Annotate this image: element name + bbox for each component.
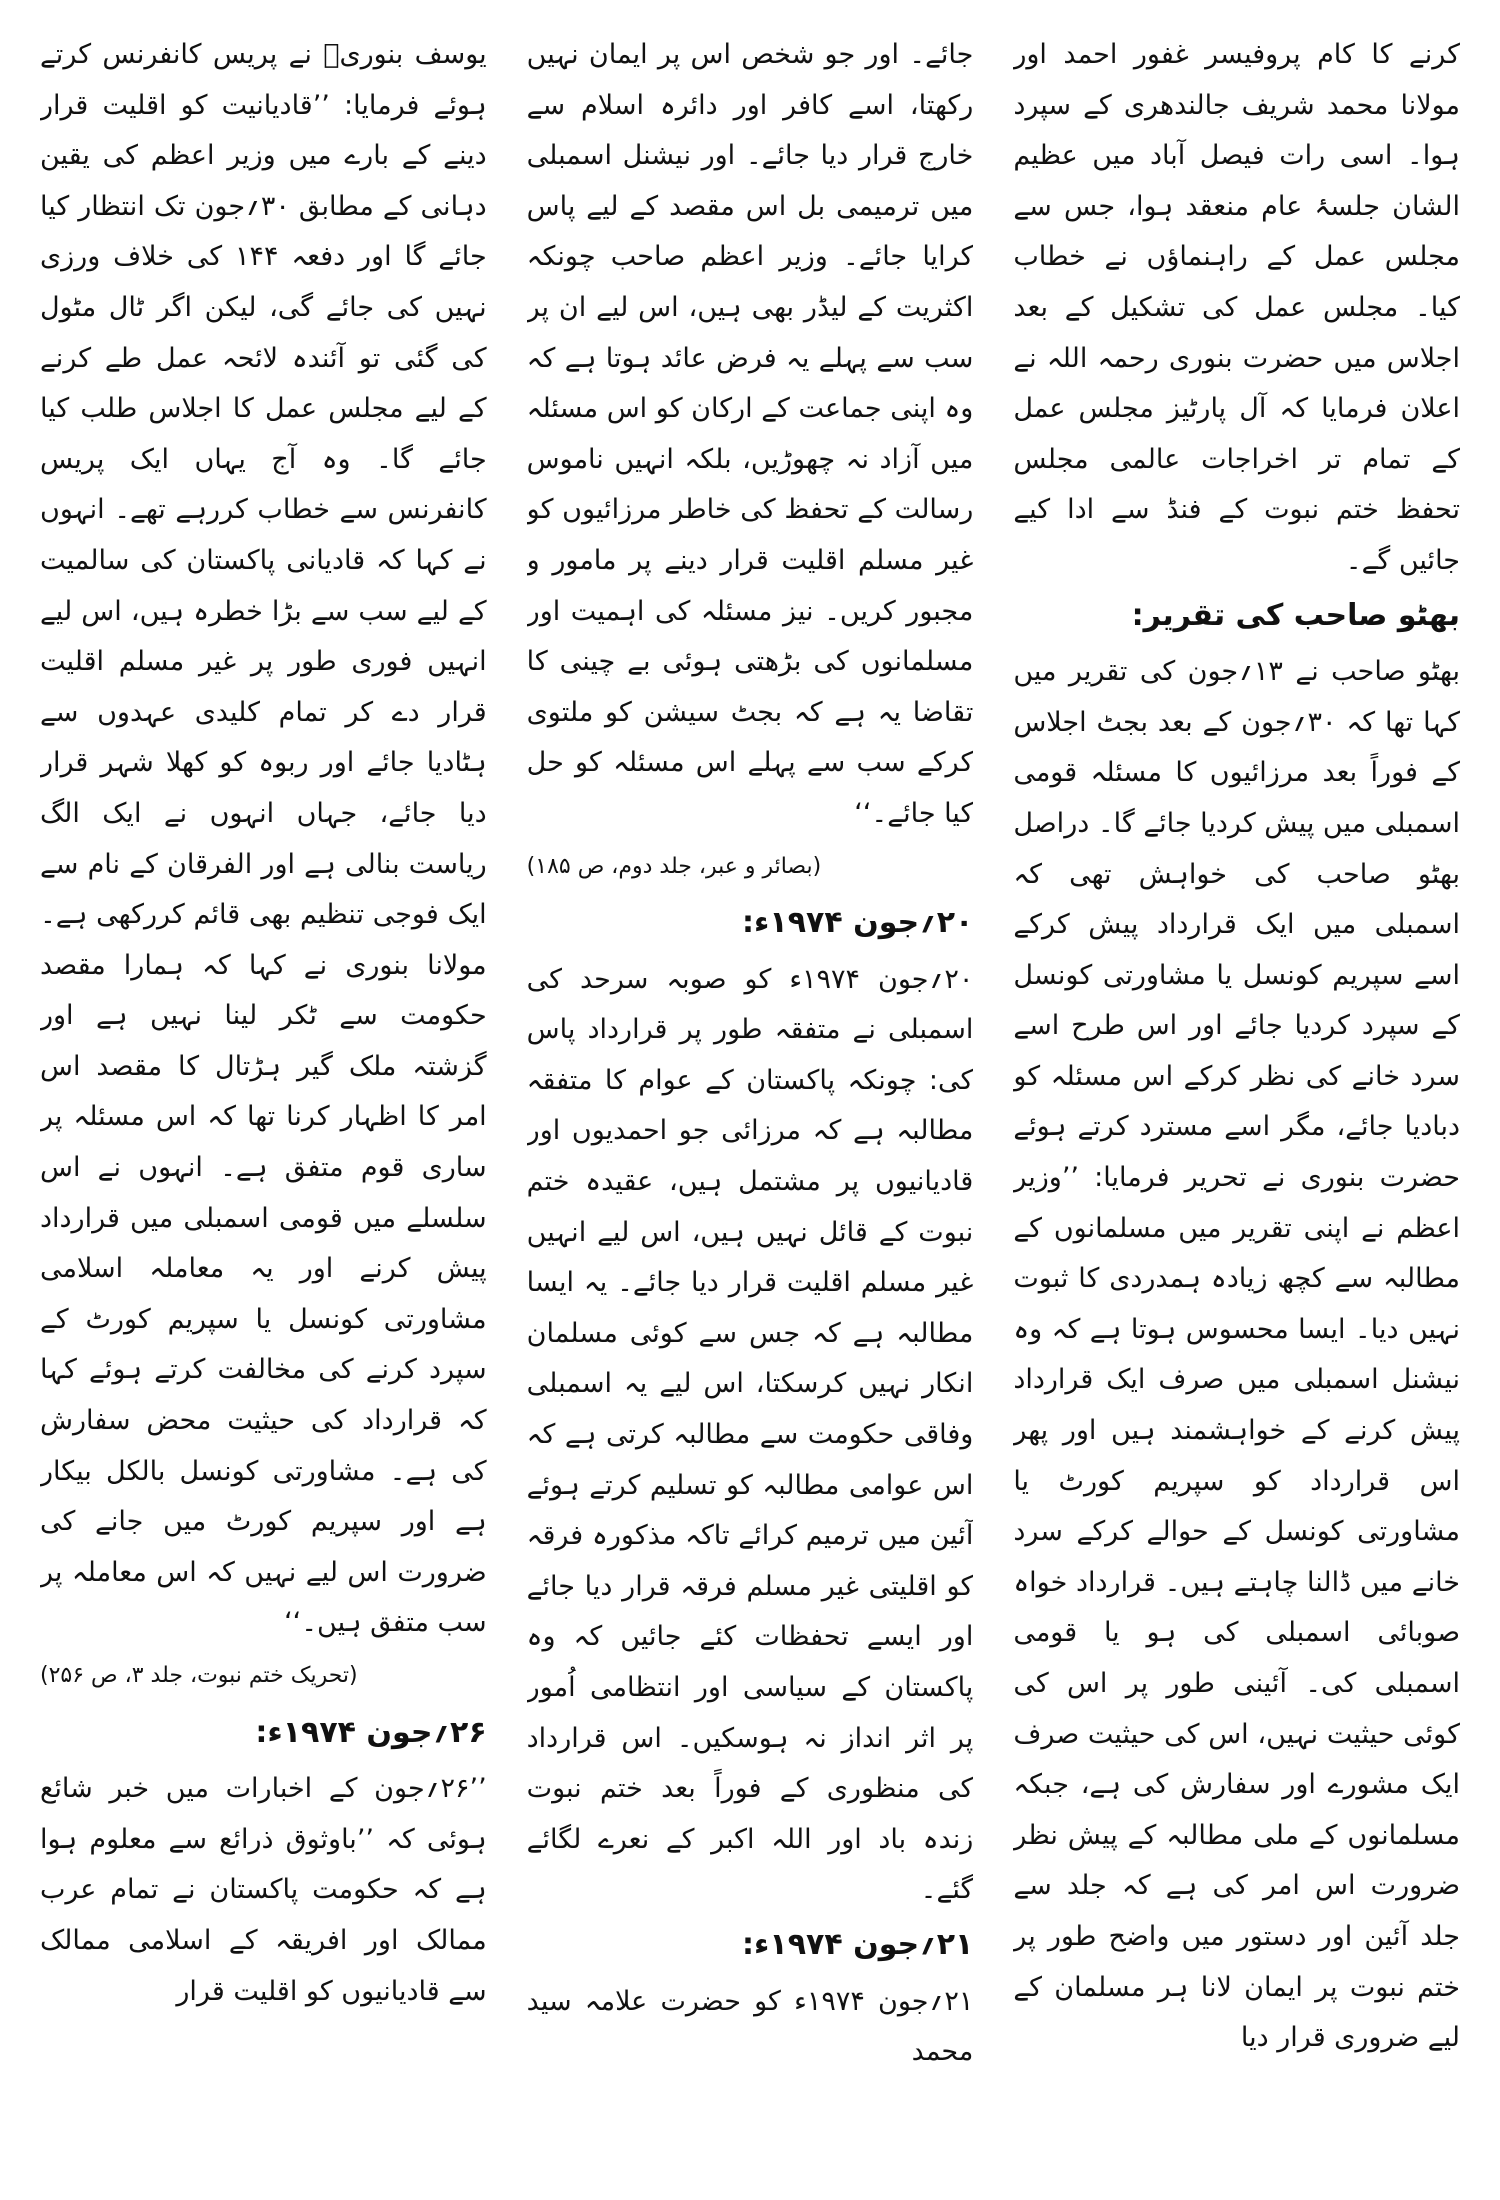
- document-page: [40, 30, 1460, 2170]
- date-heading: ۲۰؍جون ۱۹۷۴ء:: [742, 905, 974, 941]
- date-heading: ۲۶؍جون ۱۹۷۴ء:: [255, 1714, 487, 1750]
- text-column-right: [1013, 30, 1460, 2170]
- paragraph: بھٹو صاحب نے ۱۳؍جون کی تقریر میں کہا تھا کہ ۳۰؍جون کے بعد بجٹ اجلاس کے فوراً بعد مرزائیوں کا مسئلہ قومی اسمبلی میں پیش کردیا جائے گا۔ دراصل بھٹو صاحب کی خواہش تھی کہ اسمبلی میں ایک قرارداد پیش کرکے اسے سپریم کونسل یا مشاورتی کونسل کے سپرد کردیا جائے اور اس طرح اسے سرد خانے کی نظر کرکے اس مسئلہ کو دبادیا جائے، مگر اسے مسترد کرتے ہوئے حضرت بنوری نے تحریر فرمایا: ’’وزیر اعظم نے اپنی تقریر میں مسلمانوں کے مطالبہ سے کچھ زیادہ ہمدردی کا ثبوت نہیں دیا۔ ایسا محسوس ہوتا ہے کہ وہ نیشنل اسمبلی میں صرف ایک قرارداد پیش کرنے کے خواہشمند ہیں اور پھر اس قرارداد کو سپریم کورٹ یا مشاورتی کونسل کے حوالے کرکے سرد خانے میں ڈالنا چاہتے ہیں۔ قرارداد خواہ صوبائی اسمبلی کی ہو یا قومی اسمبلی کی۔ آئینی طور پر اس کی کوئی حیثیت نہیں، اس کی حیثیت صرف ایک مشورے اور سفارش کی ہے، جبکہ مسلمانوں کے ملی مطالبہ کے پیش نظر ضرورت اس امر کی ہے کہ جلد سے جلد آئین اور دستور میں واضح طور پر ختم نبوت پر ایمان لانا ہر مسلمان کے لیے ضروری قرار دیا: [1013, 656, 1460, 2054]
- citation: (تحریک ختم نبوت، جلد ۳، ص ۲۵۶): [39, 1663, 358, 1688]
- paragraph: یوسف بنوریؒ نے پریس کانفرنس کرتے ہوئے فرمایا: ’’قادیانیت کو اقلیت قرار دینے کے بارے میں وزیر اعظم کی یقین دہانی کے مطابق ۳۰؍جون تک انتظار کیا جائے گا اور دفعہ ۱۴۴ کی خلاف ورزی نہیں کی جائے گی، لیکن اگر ٹال مٹول کی گئی تو آئندہ لائحہ عمل طے کرنے کے لیے مجلس عمل کا اجلاس طلب کیا جائے گا۔ وہ آج یہاں ایک پریس کانفرنس سے خطاب کررہے تھے۔ انہوں نے کہا کہ قادیانی پاکستان کی سالمیت کے لیے سب سے بڑا خطرہ ہیں، اس لیے انہیں فوری طور پر غیر مسلم اقلیت قرار دے کر تمام کلیدی عہدوں سے ہٹادیا جائے اور ربوہ کو کھلا شہر قرار دیا جائے، جہاں انہوں نے ایک الگ ریاست بنالی ہے اور الفرقان کے نام سے ایک فوجی تنظیم بھی قائم کررکھی ہے۔ مولانا بنوری نے کہا کہ ہمارا مقصد حکومت سے ٹکر لینا نہیں ہے اور گزشتہ ملک گیر ہڑتال کا مقصد اس امر کا اظہار کرنا تھا کہ اس مسئلہ پر ساری قوم متفق ہے۔ انہوں نے اس سلسلے میں قومی اسمبلی میں قرارداد پیش کرنے اور یہ معاملہ اسلامی مشاورتی کونسل یا سپریم کورٹ کے سپرد کرنے کی مخالفت کرتے ہوئے کہا کہ قرارداد کی حیثیت محض سفارش کی ہے۔ مشاورتی کونسل بالکل بیکار ہے اور سپریم کورٹ میں جانے کی ضرورت اس لیے نہیں کہ اس معاملہ پر سب متفق ہیں۔‘‘: [39, 39, 487, 1639]
- paragraph: ۲۱؍جون ۱۹۷۴ء کو حضرت علامہ سید محمد: [526, 1985, 974, 2068]
- text-column-left: [40, 30, 487, 2170]
- paragraph: ۲۰؍جون ۱۹۷۴ء کو صوبہ سرحد کی اسمبلی نے متفقہ طور پر قرارداد پاس کی: چونکہ پاکستان کے عوام کا متفقہ مطالبہ ہے کہ مرزائی جو احمدیوں اور قادیانیوں پر مشتمل ہیں، عقیدہ ختم نبوت کے قائل نہیں ہیں، اس لیے انہیں غیر مسلم اقلیت قرار دیا جائے۔ یہ ایسا مطالبہ ہے کہ جس سے کوئی مسلمان انکار نہیں کرسکتا، اس لیے یہ اسمبلی وفاقی حکومت سے مطالبہ کرتی ہے کہ اس عوامی مطالبہ کو تسلیم کرتے ہوئے آئین میں ترمیم کرائے تاکہ مذکورہ فرقہ کو اقلیتی غیر مسلم فرقہ قرار دیا جائے اور ایسے تحفظات کئے جائیں کہ وہ پاکستان کے سیاسی اور انتظامی اُمور پر اثر انداز نہ ہوسکیں۔ اس قرارداد کی منظوری کے فوراً بعد ختم نبوت زندہ باد اور اللہ اکبر کے نعرے لگائے گئے۔: [526, 963, 974, 1906]
- date-heading: ۲۱؍جون ۱۹۷۴ء:: [742, 1926, 974, 1962]
- citation: (بصائر و عبر، جلد دوم، ص ۱۸۵): [526, 853, 822, 879]
- text-column-middle: [527, 30, 974, 2170]
- paragraph: جائے۔ اور جو شخص اس پر ایمان نہیں رکھتا، اسے کافر اور دائرہ اسلام سے خارج قرار دیا جائے۔ اور نیشنل اسمبلی میں ترمیمی بل اس مقصد کے لیے پاس کرایا جائے۔ وزیر اعظم صاحب چونکہ اکثریت کے لیڈر بھی ہیں، اس لیے ان پر سب سے پہلے یہ فرض عائد ہوتا ہے کہ وہ اپنی جماعت کے ارکان کو اس مسئلہ میں آزاد نہ چھوڑیں، بلکہ انہیں ناموس رسالت کے تحفظ کی خاطر مرزائیوں کو غیر مسلم اقلیت قرار دینے پر مامور و مجبور کریں۔ نیز مسئلہ کی اہمیت اور مسلمانوں کی بڑھتی ہوئی بے چینی کا تقاضا یہ ہے کہ بجٹ سیشن کو ملتوی کرکے سب سے پہلے اس مسئلہ کو حل کیا جائے۔‘‘: [526, 39, 974, 829]
- paragraph: کرنے کا کام پروفیسر غفور احمد اور مولانا محمد شریف جالندھری کے سپرد ہوا۔ اسی رات فیصل آباد میں عظیم الشان جلسۂ عام منعقد ہوا، جس سے مجلس عمل کے راہنماؤں نے خطاب کیا۔ مجلس عمل کی تشکیل کے بعد اجلاس میں حضرت بنوری رحمہ اللہ نے اعلان فرمایا کہ آل پارٹیز مجلس عمل کے تمام تر اخراجات عالمی مجلس تحفظ ختم نبوت کے فنڈ سے ادا کیے جائیں گے۔: [1013, 39, 1460, 576]
- section-heading: بھٹو صاحب کی تقریر:: [1131, 597, 1460, 633]
- paragraph: ’’۲۶؍جون کے اخبارات میں خبر شائع ہوئی کہ ’’باوثوق ذرائع سے معلوم ہوا ہے کہ حکومت پاکستان نے تمام عرب ممالک اور افریقہ کے اسلامی ممالک سے قادیانیوں کو اقلیت قرار: [39, 1773, 487, 2007]
